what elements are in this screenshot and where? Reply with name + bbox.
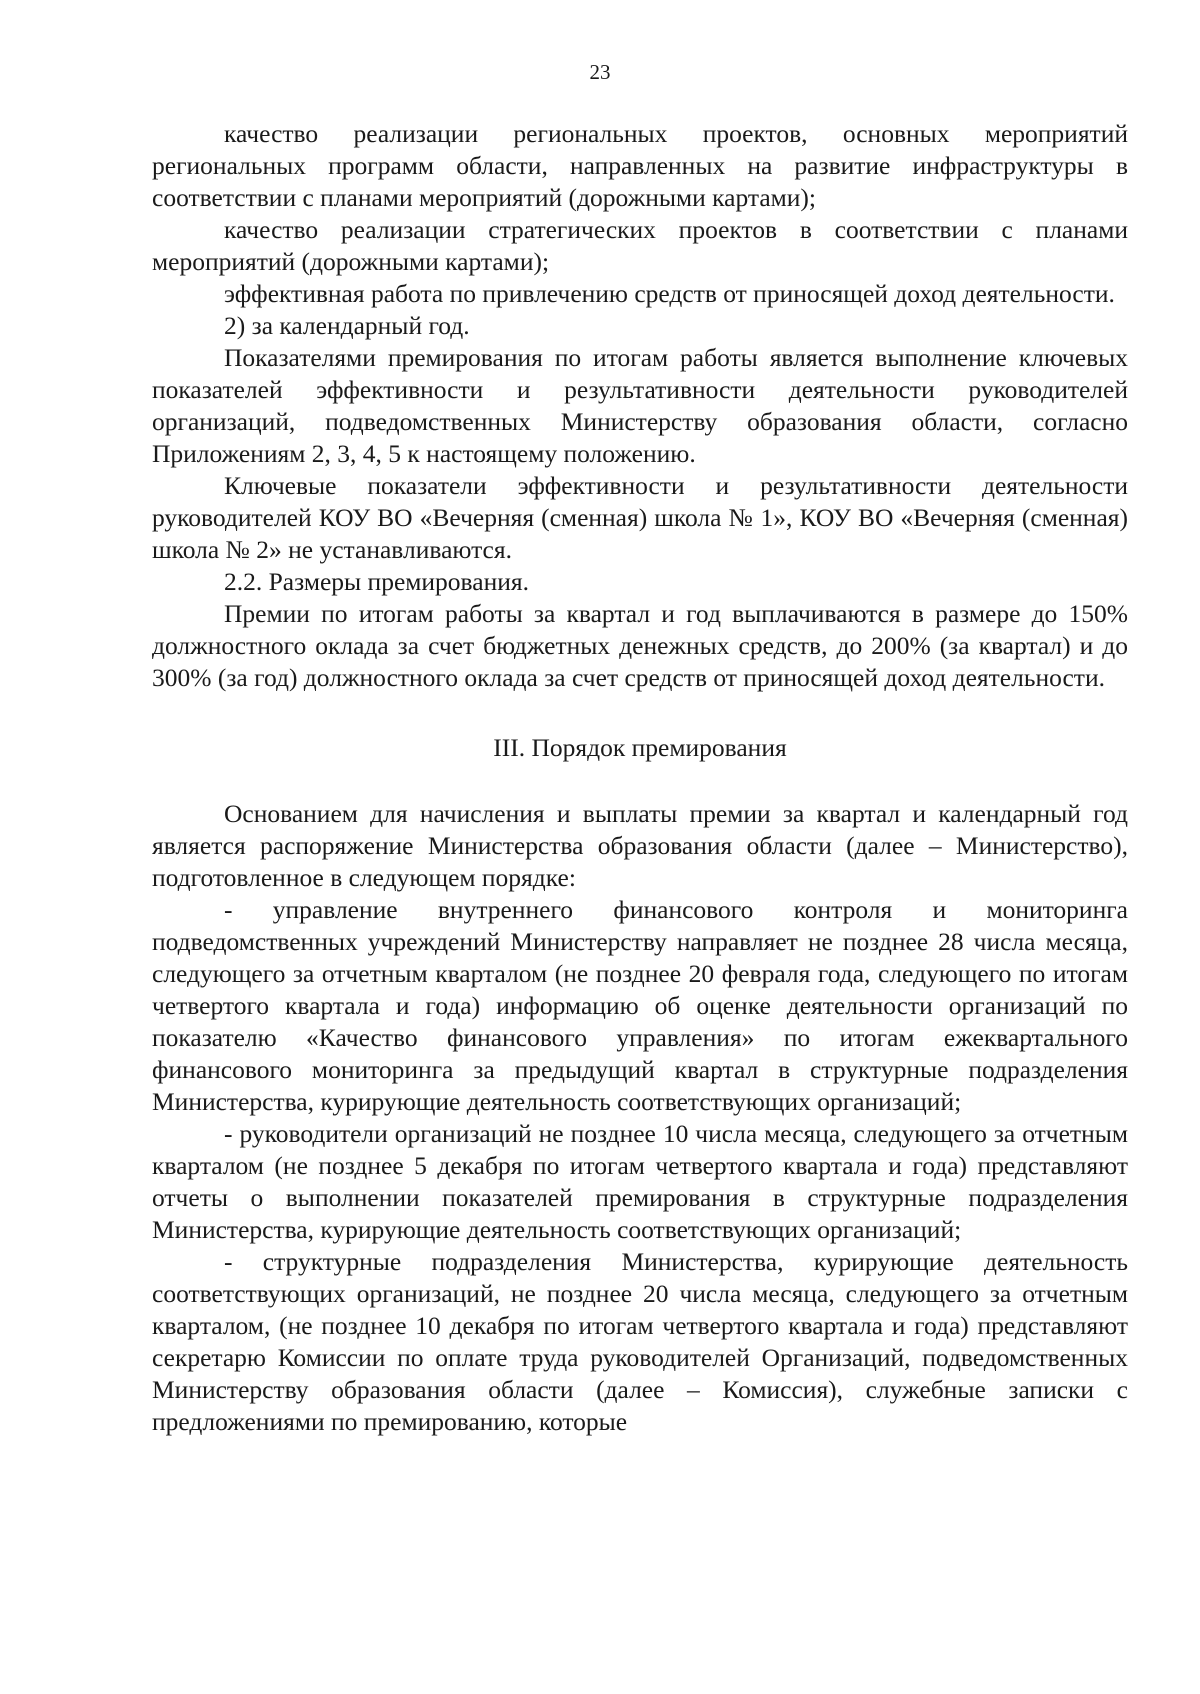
paragraph-strategic-projects: качество реализации стратегических проектов в соответствии с планами мероприятий (дорожными картами); (152, 215, 1128, 276)
list-item-financial-control: - управление внутреннего финансового контроля и мониторинга подведомственных учреждений Министерству направляет не позднее 28 числа месяца, следующего за отчетным кварталом (не позднее 20 февраля года, следующего по итогам четвертого квартала и года) информацию об оценке деятельности организаций по показателю «Качество финансового управления» по итогам ежеквартального финансового мониторинга за предыдущий квартал в структурные подразделения Министерства, курирующие деятельность соответствующих организаций; (152, 895, 1128, 1116)
paragraph-evening-schools: Ключевые показатели эффективности и результативности деятельности руководителей КОУ ВО «Вечерняя (сменная) школа № 1», КОУ ВО «Вечерняя (сменная) школа № 2» не устанавливаются. (152, 471, 1128, 564)
list-item-structural-divisions: - структурные подразделения Министерства, курирующие деятельность соответствующих организаций, не позднее 20 числа месяца, следующего за отчетным кварталом, (не позднее 10 декабря по итогам четвертого квартала и года) представляют секретарю Комиссии по оплате труда руководителей Организаций, подведомственных Министерству образования области (далее – Комиссия), служебные записки с предложениями по премированию, которые (152, 1247, 1128, 1436)
paragraph-income-activity: эффективная работа по привлечению средств от приносящей доход деятельности. (224, 279, 1115, 308)
paragraph-basis-for-bonus: Основанием для начисления и выплаты премии за квартал и календарный год является распоряжение Министерства образования области (далее – Министерство), подготовленное в следующем порядке: (152, 799, 1128, 892)
list-item-managers-reports: - руководители организаций не позднее 10 числа месяца, следующего за отчетным кварталом (не позднее 5 декабря по итогам четвертого квартала и года) представляют отчеты о выполнении показателей премирования в структурные подразделения Министерства, курирующие деятельность соответствующих организаций; (152, 1119, 1128, 1244)
paragraph-bonus-sizes-heading: 2.2. Размеры премирования. (224, 567, 529, 596)
page-number: 23 (589, 60, 611, 84)
section-heading: III. Порядок премирования (493, 733, 787, 762)
paragraph-bonus-indicators: Показателями премирования по итогам работы является выполнение ключевых показателей эффективности и результативности деятельности руководителей организаций, подведомственных Министерству образования области, согласно Приложениям 2, 3, 4, 5 к настоящему положению. (152, 343, 1128, 468)
paragraph-bonus-sizes: Премии по итогам работы за квартал и год выплачиваются в размере до 150% должностного оклада за счет бюджетных денежных средств, до 200% (за квартал) и до 300% (за год) должностного оклада за счет средств от приносящей доход деятельности. (152, 599, 1128, 692)
paragraph-calendar-year: 2) за календарный год. (224, 311, 470, 340)
paragraph-regional-projects: качество реализации региональных проектов, основных мероприятий региональных программ области, направленных на развитие инфраструктуры в соответствии с планами мероприятий (дорожными картами); (152, 119, 1128, 212)
document-body (152, 118, 1128, 1438)
